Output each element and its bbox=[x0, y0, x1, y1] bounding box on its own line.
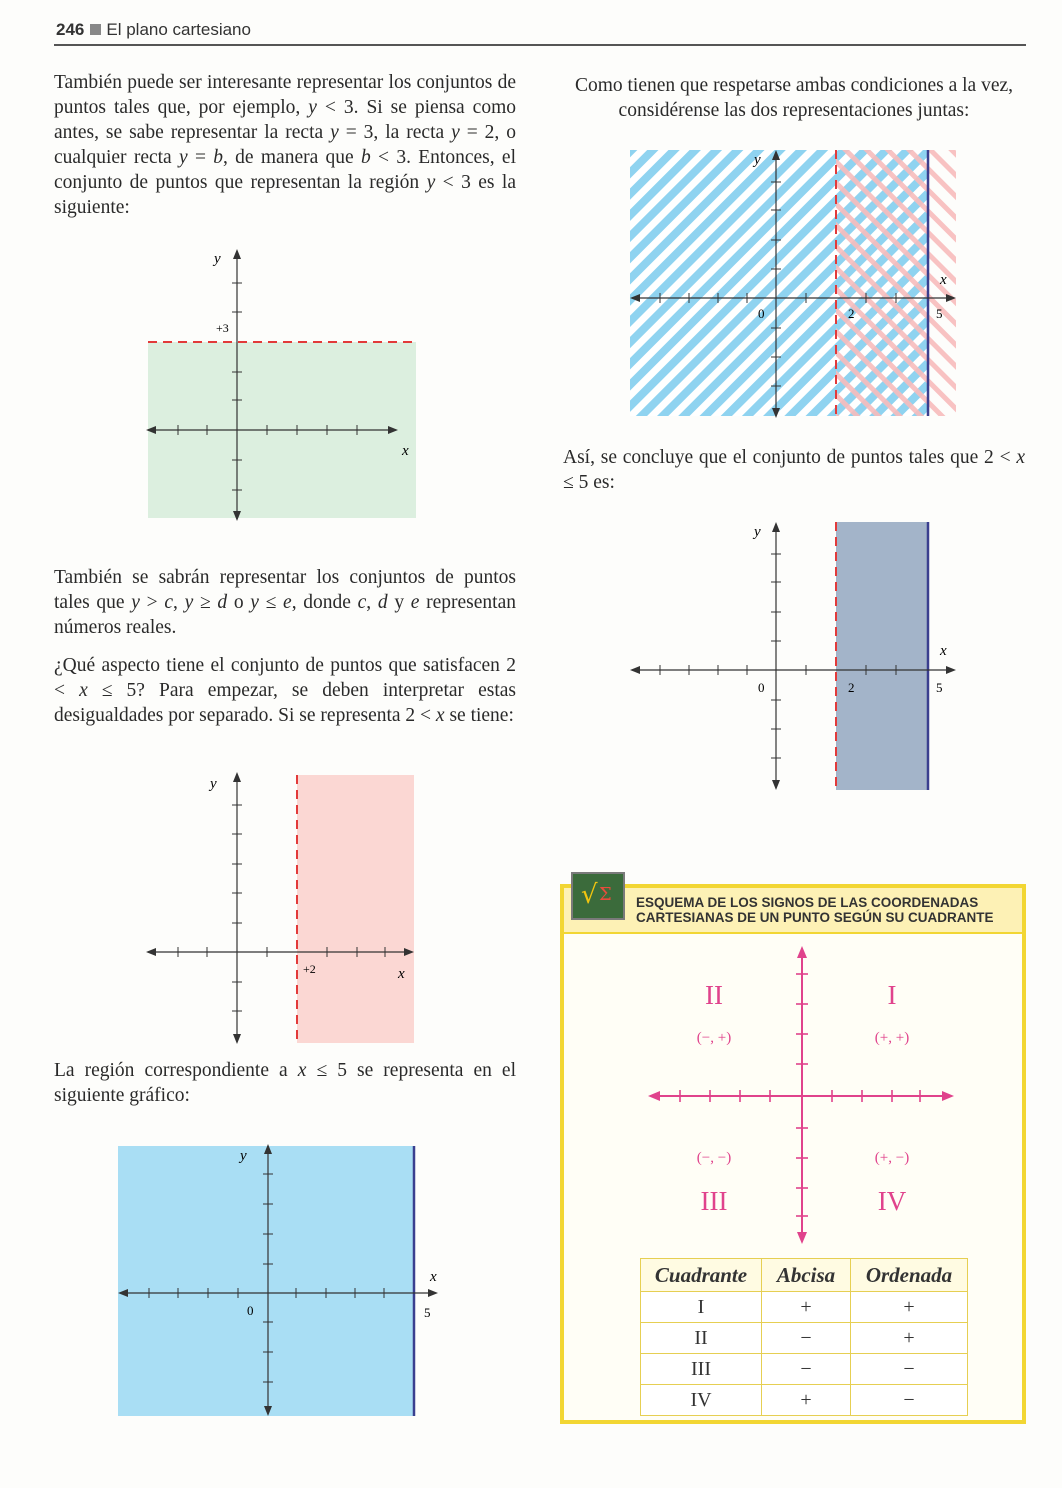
col-header-abcisa: Abcisa bbox=[762, 1259, 851, 1292]
quadrant-III-signs: (−, −) bbox=[696, 1150, 732, 1166]
cell-ordenada: − bbox=[851, 1385, 968, 1416]
y-label: y bbox=[240, 1148, 247, 1164]
header-rule bbox=[54, 44, 1026, 46]
quadrant-II-numeral: II bbox=[705, 980, 723, 1010]
paragraph-question: ¿Qué aspecto tiene el conjunto de puntos que satisfacen 2 < x ≤ 5? Para empezar, se deben interpretar estas desigualdades por separado. Si se representa 2 < x se tiene: bbox=[54, 655, 516, 726]
label-two: 2 bbox=[848, 306, 855, 321]
box-title-bar bbox=[564, 888, 1022, 934]
label-plus3: +3 bbox=[216, 321, 229, 335]
label-five: 5 bbox=[936, 306, 943, 321]
col-header-cuadrante: Cuadrante bbox=[641, 1259, 762, 1292]
x-label: x bbox=[430, 1269, 437, 1285]
cell-ordenada: + bbox=[851, 1323, 968, 1354]
quadrant-II-signs: (−, +) bbox=[696, 1030, 732, 1046]
y-label: y bbox=[210, 776, 217, 792]
cell-quadrant: II bbox=[641, 1323, 762, 1354]
col-header-ordenada: Ordenada bbox=[851, 1259, 968, 1292]
cell-abcisa: − bbox=[762, 1323, 851, 1354]
label-zero: 0 bbox=[247, 1303, 254, 1318]
x-label: x bbox=[940, 643, 947, 659]
header-square-icon bbox=[90, 24, 101, 35]
quadrant-diagram bbox=[564, 944, 1022, 1244]
graph-2-lt-x-le-5 bbox=[628, 518, 960, 794]
table-header-row bbox=[641, 1259, 968, 1292]
cell-quadrant: I bbox=[641, 1292, 762, 1323]
shaded-strip bbox=[836, 522, 928, 790]
quadrant-IV-signs: (+, −) bbox=[874, 1150, 910, 1166]
x-label: x bbox=[398, 966, 405, 982]
y-label: y bbox=[754, 524, 761, 540]
quadrant-signs-box bbox=[560, 880, 1026, 1424]
graph-combined-conditions bbox=[628, 148, 960, 420]
table-row bbox=[641, 1323, 968, 1354]
shaded-region bbox=[297, 775, 414, 1043]
paragraph-conclusion: Así, se concluye que el conjunto de puntos tales que 2 < x ≤ 5 es: bbox=[563, 447, 1025, 493]
label-five: 5 bbox=[936, 680, 943, 695]
table-row bbox=[641, 1354, 968, 1385]
graph-y-less-than-3 bbox=[140, 245, 430, 525]
hatched-x-gt-2 bbox=[836, 150, 956, 416]
paragraph-region-y-lt-3: También puede ser interesante representar los conjuntos de puntos tales que, por ejemplo, y < 3. Si se piensa como antes, se sabe representar la recta y = 3, la recta y = 2, o cualquier recta y = b, de manera que b < 3. Entonces, el conjunto de puntos que representan la región y < 3 es la siguiente: bbox=[54, 72, 516, 218]
paragraph-both-conditions: Como tienen que respetarse ambas condiciones a la vez, considérense las dos representaciones juntas: bbox=[574, 75, 1014, 121]
signs-table bbox=[640, 1258, 968, 1416]
label-two: 2 bbox=[848, 680, 855, 695]
graph-x-le-5 bbox=[112, 1140, 457, 1420]
table-row bbox=[641, 1385, 968, 1416]
label-zero: 0 bbox=[758, 306, 765, 321]
y-label: y bbox=[754, 152, 761, 168]
cell-abcisa: + bbox=[762, 1292, 851, 1323]
chapter-title: El plano cartesiano bbox=[106, 20, 251, 39]
graph-x-greater-than-2 bbox=[140, 768, 430, 1048]
box-title: ESQUEMA DE LOS SIGNOS DE LAS COORDENADAS CARTESIANAS DE UN PUNTO SEGÚN SU CUADRANTE bbox=[636, 895, 994, 925]
label-zero: 0 bbox=[758, 680, 765, 695]
page-number: 246 bbox=[56, 20, 85, 39]
cell-abcisa: + bbox=[762, 1385, 851, 1416]
table-row bbox=[641, 1292, 968, 1323]
shaded-region bbox=[118, 1146, 414, 1416]
label-five: 5 bbox=[424, 1305, 431, 1320]
cell-ordenada: + bbox=[851, 1292, 968, 1323]
cell-quadrant: IV bbox=[641, 1385, 762, 1416]
x-label: x bbox=[940, 272, 947, 288]
paragraph-x-le-5: La región correspondiente a x ≤ 5 se representa en el siguiente gráfico: bbox=[54, 1060, 516, 1106]
quadrant-III-numeral: III bbox=[700, 1186, 728, 1216]
cell-abcisa: − bbox=[762, 1354, 851, 1385]
quadrant-I-numeral: I bbox=[887, 980, 897, 1010]
cell-ordenada: − bbox=[851, 1354, 968, 1385]
label-plus2: +2 bbox=[303, 962, 316, 976]
x-label: x bbox=[402, 443, 409, 459]
quadrant-IV-numeral: IV bbox=[877, 1186, 907, 1216]
square-root-sigma-icon: √ Σ bbox=[571, 872, 625, 920]
y-label: y bbox=[214, 251, 221, 267]
quadrant-I-signs: (+, +) bbox=[874, 1030, 910, 1046]
cell-quadrant: III bbox=[641, 1354, 762, 1385]
page-header bbox=[56, 20, 251, 40]
paragraph-inequalities: También se sabrán representar los conjuntos de puntos tales que y > c, y ≥ d o y ≤ e, donde c, d y e representan números reales. bbox=[54, 567, 516, 638]
